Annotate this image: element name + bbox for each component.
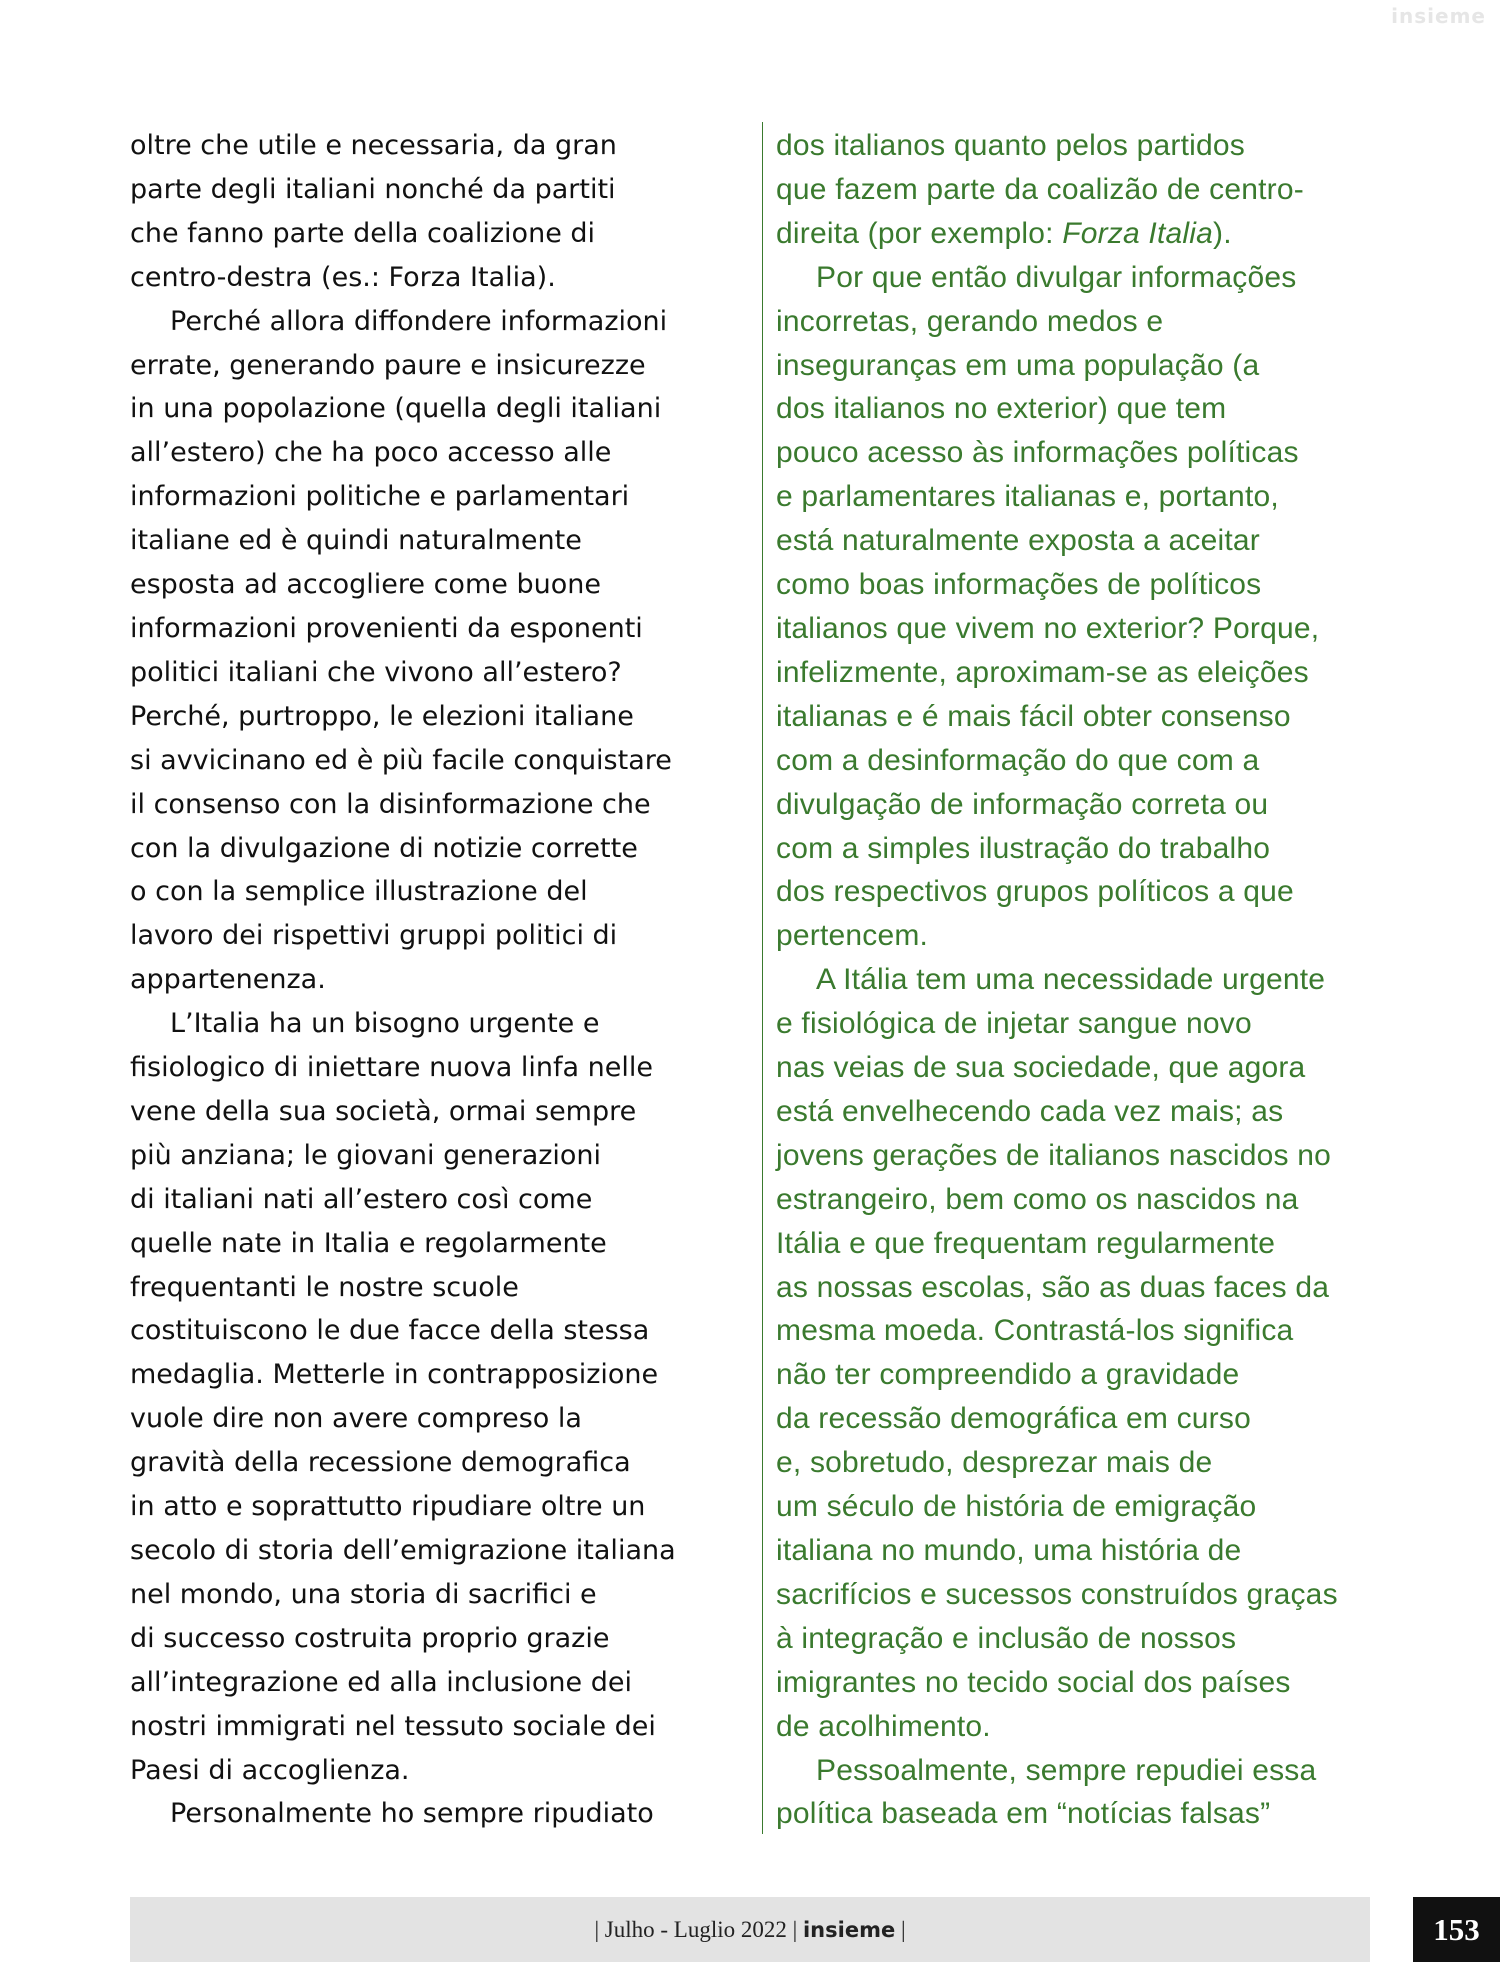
text-line: costituiscono le due facce della stessa xyxy=(130,1315,650,1347)
text-line: vene della sua società, ormai sempre xyxy=(130,1095,637,1127)
paragraph xyxy=(776,256,1386,959)
text-line: divulgação de informação correta ou xyxy=(776,787,1269,821)
text-line: Paesi di accoglienza. xyxy=(130,1754,410,1786)
text-line: centro-destra (es.: Forza Italia). xyxy=(130,261,556,293)
text-line: L’Italia ha un bisogno urgente e xyxy=(170,1008,600,1040)
text-line: Perché allora diffondere informazioni xyxy=(170,305,668,337)
text-line: italianos que vivem no exterior? Porque, xyxy=(776,611,1320,645)
text-line: está envelhecendo cada vez mais; as xyxy=(776,1094,1284,1128)
text-line: e fisiológica de injetar sangue novo xyxy=(776,1007,1252,1041)
text-line: de acolhimento. xyxy=(776,1709,991,1743)
footer-brand: insieme xyxy=(802,1918,896,1942)
text-line: dos italianos quanto pelos partidos xyxy=(776,129,1245,162)
text-line: direita (por exemplo: Forza Italia). xyxy=(776,216,1232,250)
text-line: as nossas escolas, são as duas faces da xyxy=(776,1270,1330,1304)
text-line: e, sobretudo, desprezar mais de xyxy=(776,1446,1213,1480)
paragraph xyxy=(776,958,1386,1748)
italic-party-name: Forza Italia xyxy=(1062,216,1213,250)
text-line: inseguranças em uma população (a xyxy=(776,348,1260,382)
text-line: da recessão demográfica em curso xyxy=(776,1402,1251,1436)
text-line: nas veias de sua sociedade, que agora xyxy=(776,1051,1306,1085)
text-line: all’estero) che ha poco accesso alle xyxy=(130,437,612,469)
text-line: con la divulgazione di notizie corrette xyxy=(130,832,638,864)
text-line: si avvicinano ed è più facile conquistare xyxy=(130,744,672,776)
text-line: parte degli italiani nonché da partiti xyxy=(130,173,616,205)
text-line: política baseada em “notícias falsas” xyxy=(776,1797,1271,1831)
text-line: mesma moeda. Contrastá-los significa xyxy=(776,1314,1294,1348)
text-line: nel mondo, una storia di sacrifici e xyxy=(130,1578,597,1610)
text-line: lavoro dei rispettivi gruppi politici di xyxy=(130,920,618,952)
text-line: com a simples ilustração do trabalho xyxy=(776,831,1271,865)
text-line: frequentanti le nostre scuole xyxy=(130,1271,519,1303)
column-divider xyxy=(762,122,763,1834)
text-line: pouco acesso às informações políticas xyxy=(776,436,1299,470)
text-line: gravità della recessione demografica xyxy=(130,1447,631,1479)
text-line: più anziana; le giovani generazioni xyxy=(130,1139,602,1171)
text-line: errate, generando paure e insicurezze xyxy=(130,349,646,381)
text-line: politici italiani che vivono all’estero? xyxy=(130,656,622,688)
text-line: dos italianos no exterior) que tem xyxy=(776,392,1227,426)
text-line: Por que então divulgar informações xyxy=(816,260,1297,294)
text-line: fisiologico di iniettare nuova linfa nelle xyxy=(130,1052,654,1084)
text-line: que fazem parte da coalizão de centro- xyxy=(776,172,1304,206)
paragraph xyxy=(776,1749,1386,1837)
text-line: e parlamentares italianas e, portanto, xyxy=(776,480,1279,514)
text-line: como boas informações de políticos xyxy=(776,568,1262,602)
text-line: italiane ed è quindi naturalmente xyxy=(130,525,582,557)
text-line: il consenso con la disinformazione che xyxy=(130,788,651,820)
text-line: à integração e inclusão de nossos xyxy=(776,1621,1237,1655)
text-line: in una popolazione (quella degli italiani xyxy=(130,393,662,425)
text-line: não ter compreendido a gravidade xyxy=(776,1358,1240,1392)
text-line: secolo di storia dell’emigrazione italiana xyxy=(130,1535,676,1566)
text-line: está naturalmente exposta a aceitar xyxy=(776,524,1260,558)
text-line: Personalmente ho sempre ripudiato xyxy=(170,1798,654,1830)
text-line: jovens gerações de italianos nascidos no xyxy=(776,1138,1332,1172)
text-line: incorretas, gerando medos e xyxy=(776,304,1164,338)
paragraph xyxy=(130,1792,730,1836)
left-column-italian xyxy=(130,124,730,1836)
text-line: informazioni provenienti da esponenti xyxy=(130,612,643,644)
text-line: A Itália tem uma necessidade urgente xyxy=(816,963,1326,997)
header-brand: insieme xyxy=(1391,4,1486,28)
text-line: pertencem. xyxy=(776,919,929,953)
text-line: Perché, purtroppo, le elezioni italiane xyxy=(130,700,634,732)
text-line: di italiani nati all’estero così come xyxy=(130,1183,593,1215)
text-line: italianas e é mais fácil obter consenso xyxy=(776,699,1291,733)
text-line: com a desinformação do que com a xyxy=(776,743,1260,777)
right-column-portuguese xyxy=(776,124,1386,1836)
text-line: estrangeiro, bem como os nascidos na xyxy=(776,1182,1299,1216)
page-number: 153 xyxy=(1413,1897,1500,1962)
text-line: Itália e que frequentam regularmente xyxy=(776,1226,1276,1260)
footer-bar xyxy=(130,1897,1370,1962)
text-line: o con la semplice illustrazione del xyxy=(130,876,588,908)
text-line: all’integrazione ed alla inclusione dei xyxy=(130,1666,632,1698)
text-line: sacrifícios e sucessos construídos graças xyxy=(776,1577,1338,1611)
text-line: nostri immigrati nel tessuto sociale dei xyxy=(130,1710,656,1742)
footer-date: | Julho - Luglio 2022 | xyxy=(594,1917,803,1942)
paragraph xyxy=(130,300,730,1003)
text-line: Pessoalmente, sempre repudiei essa xyxy=(816,1753,1317,1787)
text-line: um século de história de emigração xyxy=(776,1490,1257,1524)
text-line: in atto e soprattutto ripudiare oltre un xyxy=(130,1491,646,1523)
text-line: di successo costruita proprio grazie xyxy=(130,1622,610,1654)
text-line: esposta ad accogliere come buone xyxy=(130,569,601,601)
text-line: infelizmente, aproximam-se as eleições xyxy=(776,655,1309,689)
text-line: oltre che utile e necessaria, da gran xyxy=(130,130,617,161)
paragraph xyxy=(130,124,730,300)
text-line: medaglia. Metterle in contrapposizione xyxy=(130,1359,659,1391)
text-line: quelle nate in Italia e regolarmente xyxy=(130,1227,607,1259)
footer-suffix: | xyxy=(895,1917,906,1942)
text-line: italiana no mundo, uma história de xyxy=(776,1534,1242,1567)
text-line: che fanno parte della coalizione di xyxy=(130,217,596,249)
text-line: appartenenza. xyxy=(130,964,326,996)
paragraph xyxy=(130,1002,730,1792)
text-line: informazioni politiche e parlamentari xyxy=(130,481,630,513)
paragraph xyxy=(776,124,1386,256)
text-line: imigrantes no tecido social dos países xyxy=(776,1665,1291,1699)
text-line: vuole dire non avere compreso la xyxy=(130,1403,582,1435)
text-line: dos respectivos grupos políticos a que xyxy=(776,875,1294,909)
